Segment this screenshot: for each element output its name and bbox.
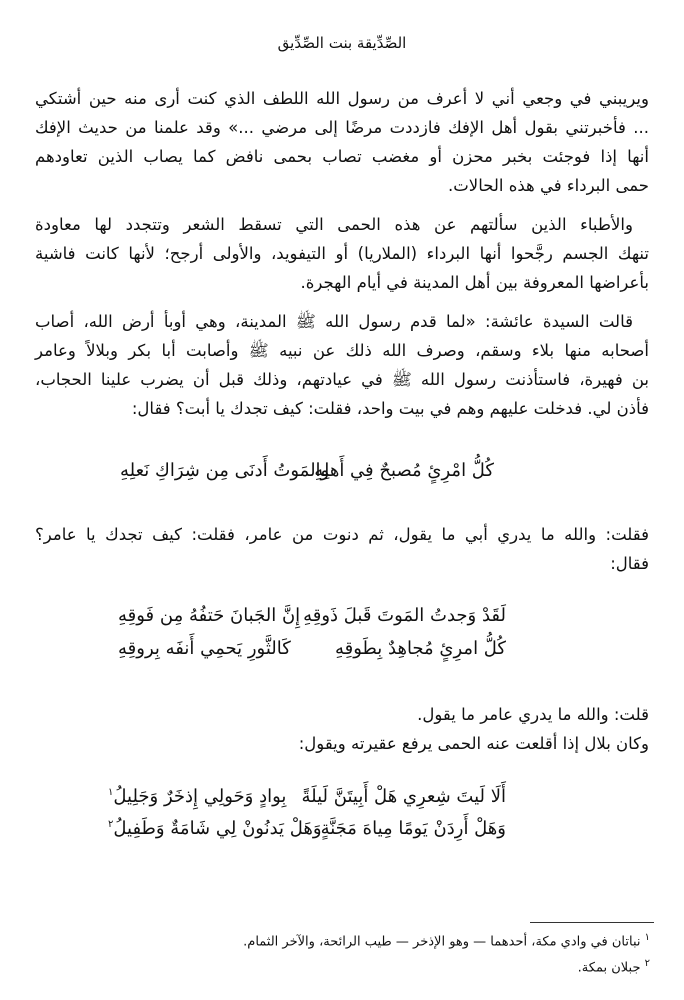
text-line: ويريبني في وجعي أني لا أعرف من رسول الله اللطف الذي كنت أرى منه حين أشتكي [35, 89, 649, 108]
footnote-marker: ٢ [108, 819, 114, 830]
footnote-text: جبلان بمكة. [577, 960, 641, 976]
text-line: قلت: والله ما يدري عامر ما يقول. [417, 705, 649, 724]
text-line: أصحابه منها بلاء وسقم، وصرف الله ذلك عن نبيه ﷺ وأصابت أبا بكر وبلالاً وعامر [35, 341, 649, 360]
verse-1-hemistich-right: كُلُّ امْرِئٍ مُصبحٌ فِي أَهلِهِ [314, 460, 494, 481]
text-line: فقال: [610, 554, 649, 573]
text-line: فقلت: والله ما يدري أبي ما يقول، ثم دنوت من عامر، فقلت: كيف تجدك يا عامر؟ [35, 525, 649, 544]
paragraph-3 [35, 307, 649, 423]
footnote-marker: ١ [108, 787, 114, 798]
verse-2-row-2-right: كُلُّ امرِئٍ مُجاهِدٌ بِطَوقِهِ [334, 638, 506, 659]
verse-3-row-2-right: وَهَلْ أَرِدَنْ يَومًا مِياهَ مَجَنَّةٍ [320, 818, 506, 839]
text-line: وكان بلال إذا أقلعت عنه الحمى يرفع عقيرته ويقول: [298, 734, 649, 753]
running-header: الصِّدِّيقة بنت الصِّدِّيق [277, 34, 407, 52]
text-line: قالت السيدة عائشة: «لما قدم رسول الله ﷺ المدينة، وهي أوبأ أرض الله، أصاب [35, 312, 633, 331]
footnote-number: ١ [644, 932, 650, 943]
text-line: تنهك الجسم رجَّحوا أنها البرداء (الملاريا) أو التيفويد، والأولى أرجح؛ لأنها كانت فاشية [35, 244, 649, 263]
footnote-separator [530, 922, 654, 923]
text-line: حمى البرداء في هذه الحالات. [448, 176, 649, 195]
verse-3-row-2-left [108, 818, 322, 839]
text-line: أنها إذا فوجئت بخبر محزن أو مغضب تصاب بحمى نافض كما يصاب الذين تعاودهم [35, 147, 649, 166]
verse-2-row-1-right: لَقَدْ وَجدتُ المَوتَ قَبلَ ذَوقِهِ [303, 605, 506, 626]
verse-1-hemistich-left: والمَوتُ أَدنَى مِن شِرَاكِ نَعلِهِ [120, 460, 330, 481]
footnote-number: ٢ [644, 958, 650, 969]
paragraph-4 [35, 520, 649, 578]
paragraph-1 [35, 84, 649, 200]
footnote-2 [578, 958, 650, 975]
text-line: والأطباء الذين سألتهم عن هذه الحمى التي تسقط الشعر وتتجدد لها معاودة [35, 215, 633, 234]
footnote-text: نباتان في وادي مكة، أحدهما — وهو الإذخر — طيب الرائحة، والآخر الثمام. [243, 934, 641, 950]
paragraph-2 [35, 210, 649, 297]
verse-text: بِوادٍ وَحَولِي إِذخَرٌ وَجَلِيلُ [113, 786, 287, 807]
verse-text: وَهَلْ يَدنُونْ لِي شَامَةٌ وَطَفِيلُ [113, 818, 322, 839]
text-line: بن فهيرة، فاستأذنت رسول الله ﷺ في عيادتهم، وذلك قبل أن يضرب علينا الحجاب، [35, 370, 649, 389]
paragraph-5 [35, 700, 649, 758]
verse-2-row-1-left: إِنَّ الجَبانَ حَتفُهُ مِن فَوقِهِ [118, 605, 301, 626]
verse-3-row-1-right: أَلَا لَيتَ شِعرِي هَلْ أَبِيتَنَّ لَيلَةً [301, 786, 506, 807]
verse-2-row-2-left: كَالثَّورِ يَحمِي أَنفَه بِروقِهِ [118, 638, 291, 659]
footnote-1 [243, 932, 650, 949]
text-line: ... فأخبرتني بقول أهل الإفك فازددت مرضًا إلى مرضي ...» وقد علمنا من حديث الإفك [35, 118, 649, 137]
verse-3-row-1-left [108, 786, 286, 807]
text-line: بأعراضها المعروفة بين أهل المدينة في أيام الهجرة. [300, 273, 649, 292]
text-line: فأذن لي. فدخلت عليهم وهم في بيت واحد، فقلت: كيف تجدك يا أبت؟ فقال: [131, 399, 649, 418]
